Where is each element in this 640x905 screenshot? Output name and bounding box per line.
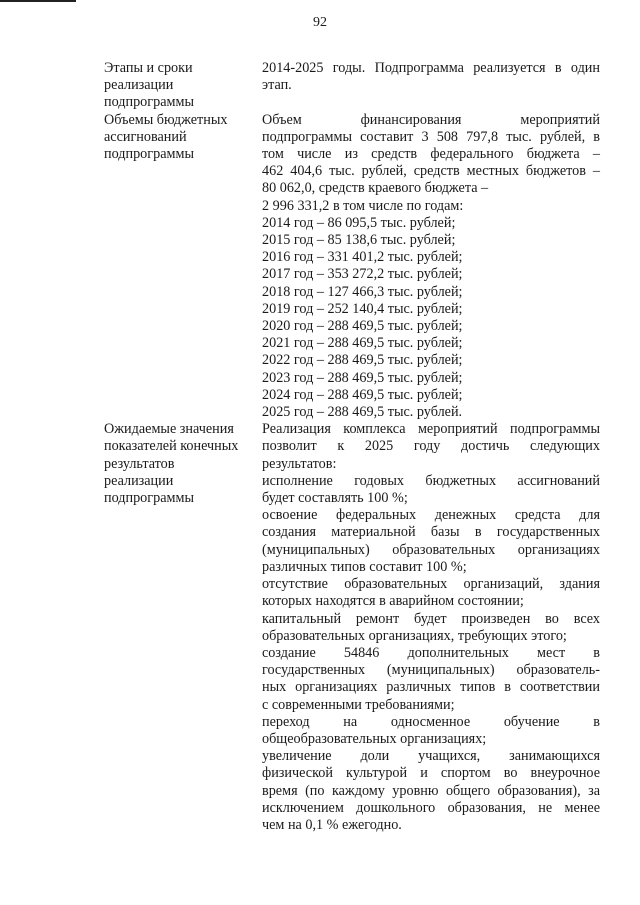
top-rule	[0, 0, 76, 2]
content-line: 2 996 331,2 в том числе по годам:	[262, 197, 464, 214]
year-amount-line: 2017 год – 353 272,2 тыс. рублей;	[262, 266, 463, 283]
row-content	[258, 60, 600, 112]
content-line: создания материальной базы в государственных	[262, 524, 600, 541]
content-line: отсутствие образовательных организаций, здания	[262, 576, 600, 593]
label-line: реализации	[104, 472, 174, 489]
content-line: этап.	[262, 77, 292, 94]
page-number: 92	[313, 15, 327, 30]
content-line: капитальный ремонт будет произведен во всех	[262, 610, 600, 627]
year-amount-line: 2025 год – 288 469,5 тыс. рублей.	[262, 404, 463, 421]
content-line: 80 062,0, средств краевого бюджета –	[262, 180, 489, 197]
content-line: различных типов составит 100 %;	[262, 558, 467, 575]
content-line: (муниципальных) образовательных организациях	[262, 541, 600, 558]
year-amount-line: 2019 год – 252 140,4 тыс. рублей;	[262, 300, 463, 317]
year-amount-line: 2020 год – 288 469,5 тыс. рублей;	[262, 318, 463, 335]
content-line: государственных (муниципальных) образователь-	[262, 662, 600, 679]
content-line: 462 404,6 тыс. рублей, средств местных бюджетов –	[262, 163, 600, 180]
year-amount-line: 2016 год – 331 401,2 тыс. рублей;	[262, 249, 463, 266]
content-line: 2014-2025 годы. Подпрограмма реализуется в один	[262, 60, 600, 76]
label-line: результатов	[104, 455, 175, 472]
row-budget-allocations	[104, 112, 600, 422]
row-label	[104, 112, 258, 422]
passport-table	[104, 60, 600, 834]
content-line: увеличение доли учащихся, занимающихся	[262, 748, 600, 765]
content-line: которых находятся в аварийном состоянии;	[262, 593, 524, 610]
content-line: с современными требованиями;	[262, 696, 455, 713]
row-expected-results	[104, 421, 600, 834]
content-line: создание 54846 дополнительных мест в	[262, 644, 600, 661]
content-line: том числе из средств федерального бюджета –	[262, 146, 600, 163]
content-line: общеобразовательных организациях;	[262, 730, 487, 747]
content-line: образовательных организациях, требующих этого;	[262, 627, 567, 644]
content-line: физической культурой и спортом во внеурочное	[262, 765, 600, 782]
label-line: Ожидаемые значения	[104, 421, 234, 438]
content-line: чем на 0,1 % ежегодно.	[262, 816, 402, 833]
label-line: ассигнований	[104, 128, 187, 145]
year-amount-line: 2014 год – 86 095,5 тыс. рублей;	[262, 214, 456, 231]
row-stages-and-terms	[104, 60, 600, 112]
label-line: Объемы бюджетных	[104, 111, 228, 128]
content-line: будет составлять 100 %;	[262, 490, 408, 507]
row-content	[258, 421, 600, 834]
label-line: подпрограммы	[104, 490, 194, 507]
label-line: подпрограммы	[104, 94, 194, 111]
content-line: освоение федеральных денежных средста для	[262, 507, 600, 524]
content-line: результатов:	[262, 455, 337, 472]
content-line: позволит к 2025 году достичь следующих	[262, 438, 600, 455]
content-line: подпрограммы составит 3 508 797,8 тыс. рублей, в	[262, 128, 600, 145]
year-amount-line: 2022 год – 288 469,5 тыс. рублей;	[262, 352, 463, 369]
content-line: исполнение годовых бюджетных ассигнований	[262, 472, 600, 489]
label-line: реализации	[104, 77, 174, 94]
content-line: ных организациях различных типов в соответствии	[262, 679, 600, 696]
year-amount-line: 2015 год – 85 138,6 тыс. рублей;	[262, 232, 456, 249]
content-line: Объем финансирования мероприятий	[262, 111, 600, 128]
row-label	[104, 421, 258, 834]
year-amount-line: 2023 год – 288 469,5 тыс. рублей;	[262, 369, 463, 386]
label-line: Этапы и сроки	[104, 60, 193, 76]
year-amount-line: 2021 год – 288 469,5 тыс. рублей;	[262, 335, 463, 352]
row-label	[104, 60, 258, 112]
content-line: Реализация комплекса мероприятий подпрограммы	[262, 421, 600, 438]
year-amount-line: 2018 год – 127 466,3 тыс. рублей;	[262, 283, 463, 300]
content-line: время (по каждому уровню общего образования), за	[262, 782, 600, 799]
content-line: исключением дошкольного образования, не менее	[262, 799, 600, 816]
year-amount-line: 2024 год – 288 469,5 тыс. рублей;	[262, 386, 463, 403]
content-line: переход на односменное обучение в	[262, 713, 600, 730]
label-line: показателей конечных	[104, 438, 239, 455]
row-content	[258, 112, 600, 422]
label-line: подпрограммы	[104, 146, 194, 163]
